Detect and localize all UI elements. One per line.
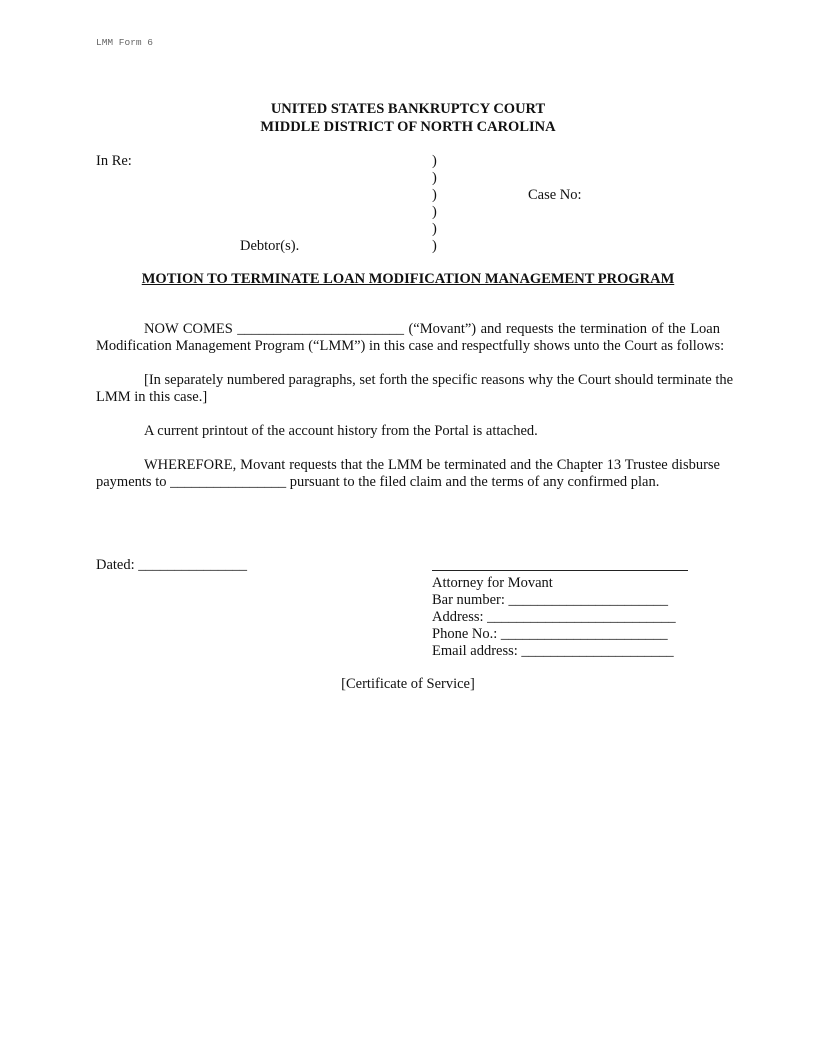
paragraph-line: payments to ________________ pursuant to the filed claim and the terms of any confirmed plan. bbox=[96, 474, 660, 490]
caption-paren: ) bbox=[432, 187, 437, 203]
debtor-label: Debtor(s). bbox=[240, 238, 300, 254]
caption-paren: ) bbox=[432, 204, 437, 220]
case-number-label: Case No: bbox=[528, 187, 582, 203]
form-label: LMM Form 6 bbox=[96, 37, 154, 48]
paragraph-line: LMM in this case.] bbox=[96, 389, 208, 405]
paragraph-line: Modification Management Program (“LMM”) in this case and respectfully shows unto the Court as follows: bbox=[96, 338, 725, 354]
address-field: Address: __________________________ bbox=[432, 609, 676, 625]
in-re-label: In Re: bbox=[96, 153, 132, 169]
bar-number-field: Bar number: ______________________ bbox=[432, 592, 669, 608]
caption-paren: ) bbox=[432, 170, 437, 186]
certificate-of-service: [Certificate of Service] bbox=[341, 676, 475, 692]
signature-line bbox=[432, 570, 688, 571]
motion-title: MOTION TO TERMINATE LOAN MODIFICATION MANAGEMENT PROGRAM bbox=[141, 271, 675, 287]
attorney-label: Attorney for Movant bbox=[432, 575, 553, 591]
caption-paren: ) bbox=[432, 238, 437, 254]
court-district: MIDDLE DISTRICT OF NORTH CAROLINA bbox=[260, 119, 556, 135]
paragraph-line: NOW COMES _______________________ (“Movant”) and requests the termination of the Loan bbox=[144, 321, 720, 337]
caption-paren: ) bbox=[432, 153, 437, 169]
court-name: UNITED STATES BANKRUPTCY COURT bbox=[270, 101, 546, 117]
phone-field: Phone No.: _______________________ bbox=[432, 626, 668, 642]
email-field: Email address: _____________________ bbox=[432, 643, 674, 659]
caption-paren: ) bbox=[432, 221, 437, 237]
paragraph-line: [In separately numbered paragraphs, set forth the specific reasons why the Court should terminate the bbox=[144, 372, 734, 388]
paragraph-line: WHEREFORE, Movant requests that the LMM be terminated and the Chapter 13 Trustee disburse bbox=[144, 457, 720, 473]
dated-field: Dated: _______________ bbox=[96, 557, 248, 573]
paragraph-line: A current printout of the account history from the Portal is attached. bbox=[144, 423, 538, 439]
